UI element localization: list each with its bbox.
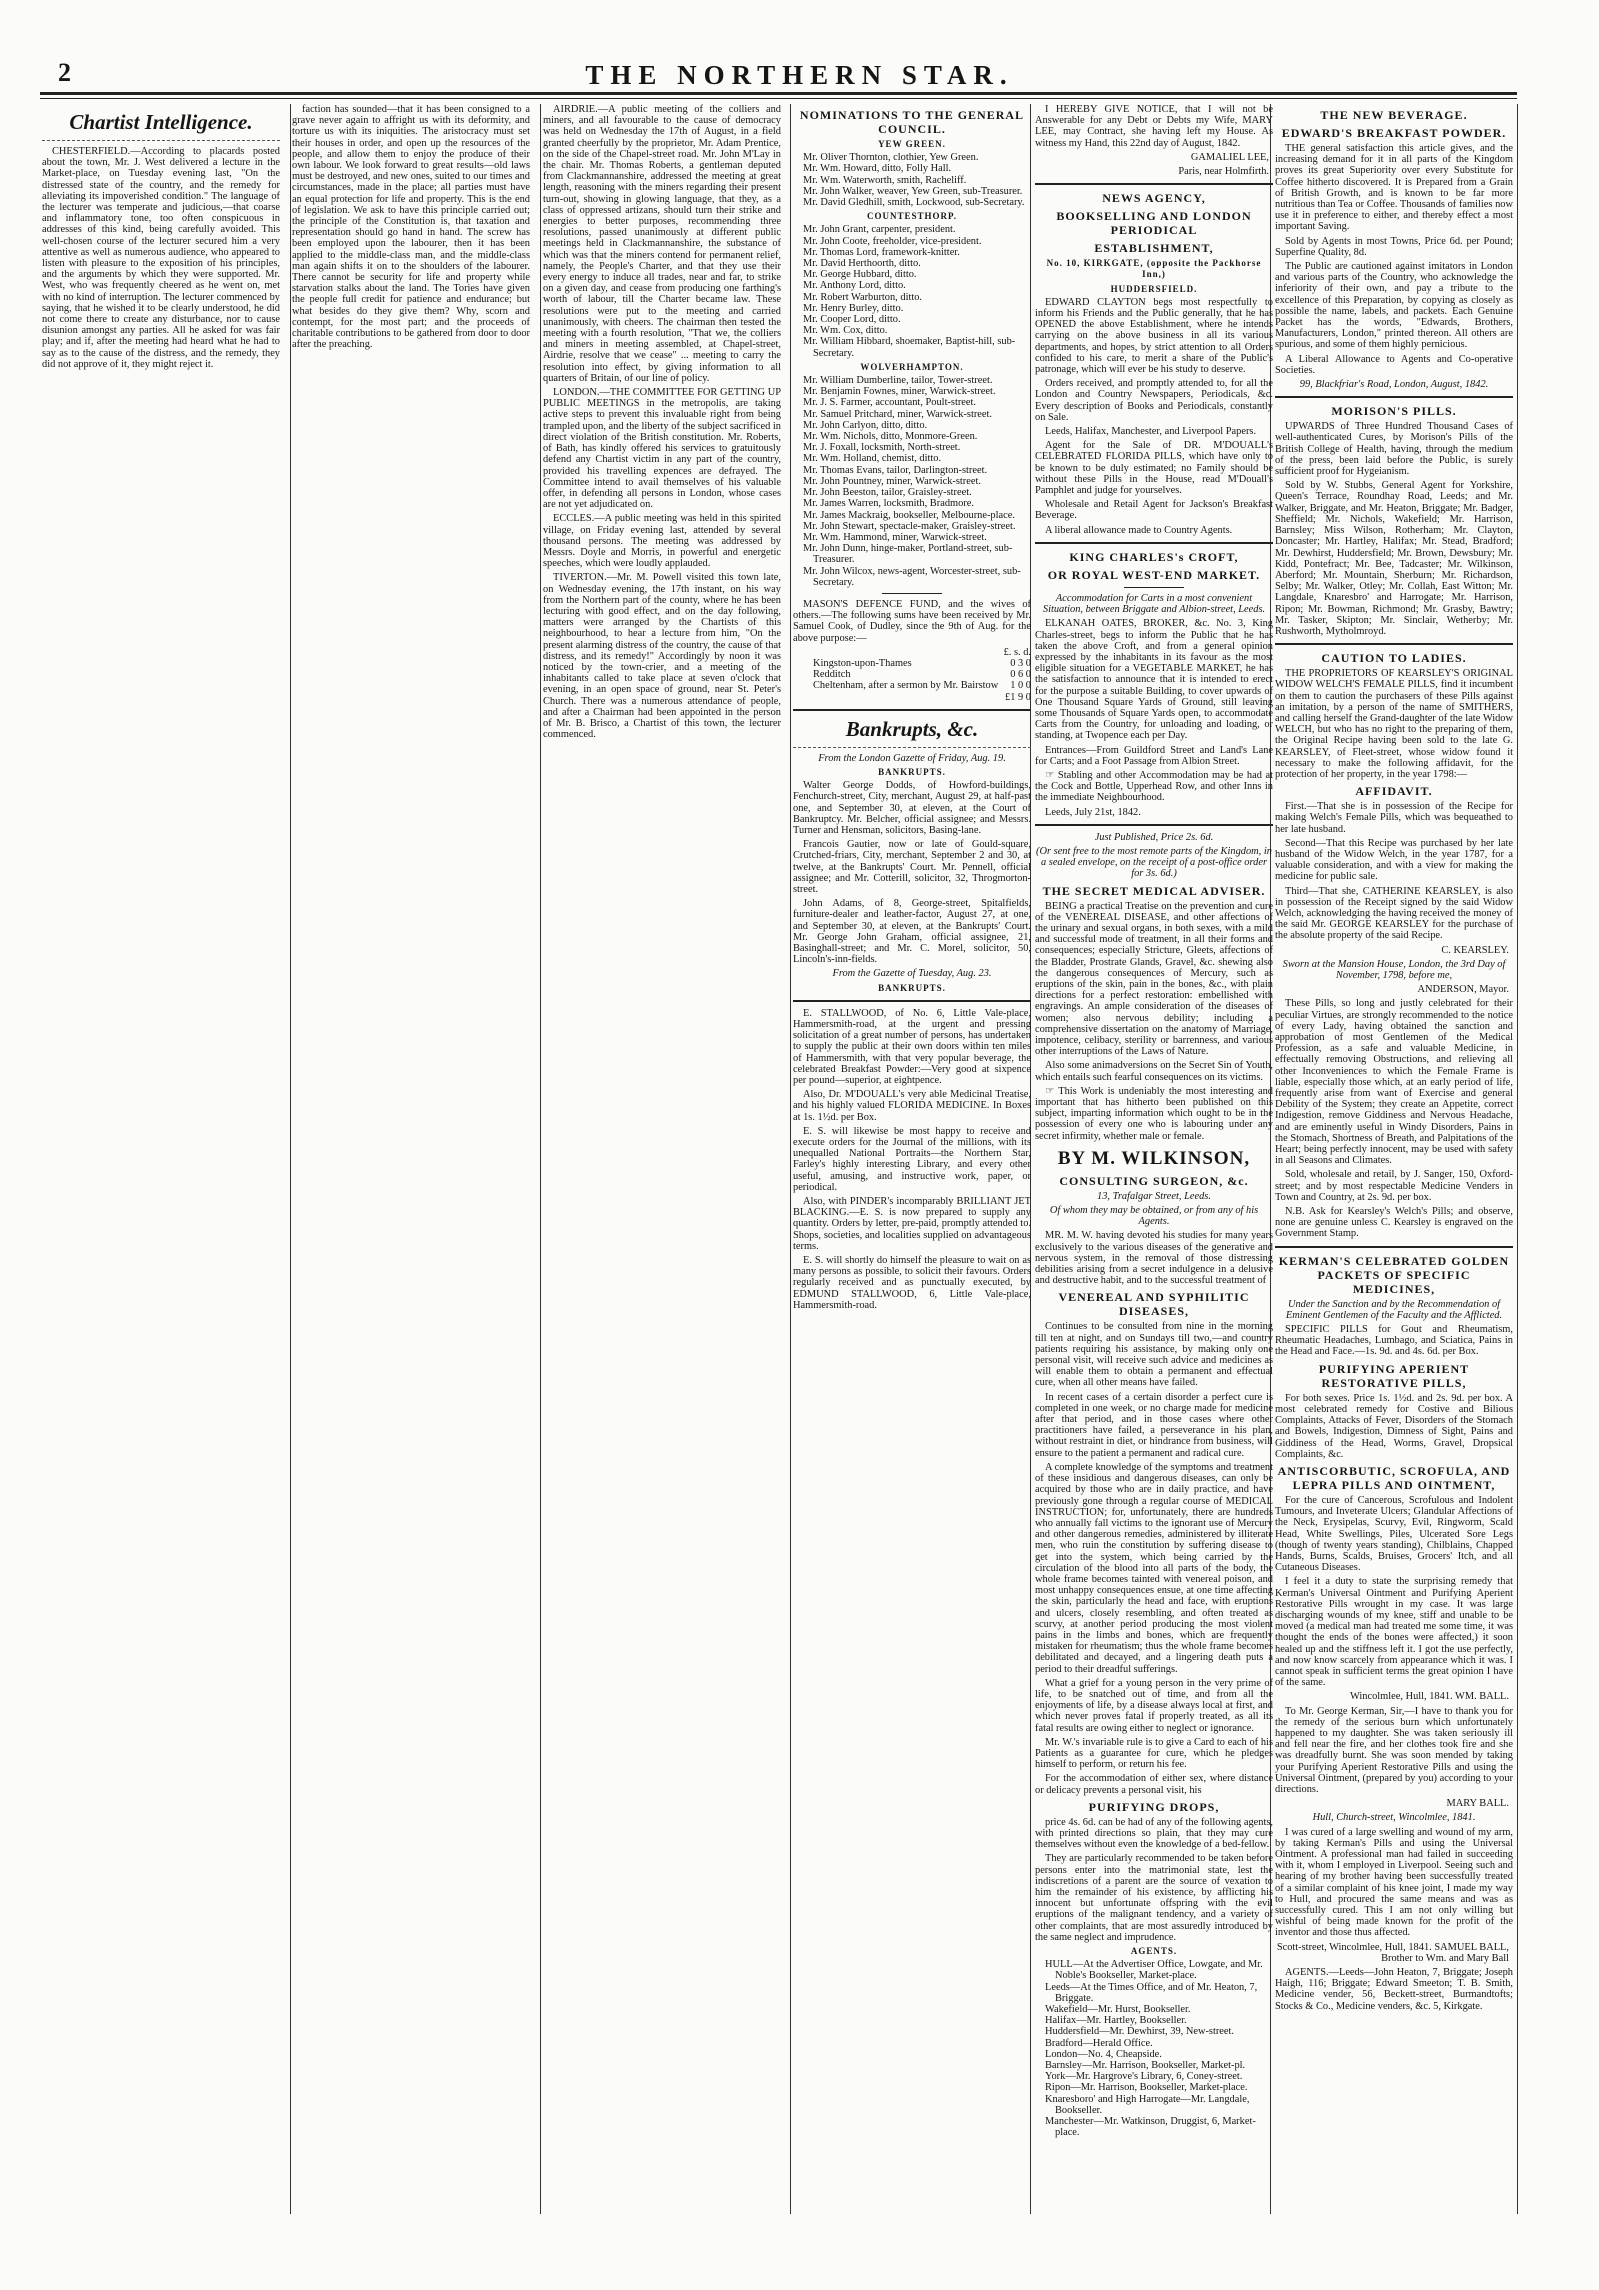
article-paragraph: AGENTS.—Leeds—John Heaton, 7, Briggate; Joseph Haigh, 116; Briggate; Edward Smeeton; T. B. Smith, Medicine vender, 56, Beckett-street, Burmandtofts; Stocks & Co., Medicine venders, &c. 5, Kirkgate. [1275, 1967, 1513, 2012]
fund-amount: 0 3 0 [1010, 657, 1031, 669]
italic-note: Sworn at the Mansion House, London, the 3rd Day of November, 1798, before me, [1282, 958, 1506, 981]
list-item: Halifax—Mr. Hartley, Bookseller. [1045, 2015, 1187, 2027]
fund-row [793, 692, 1031, 703]
article-paragraph: Sold by W. Stubbs, General Agent for Yorkshire, Queen's Terrace, Roundhay Road, Leeds; and Mr. Walker, Briggate, and Mr. Heaton, Briggate; Mr. Badger, Sheffield; Mr. Nichols, Wakefield; Mr. Harrison, Barnsley; Miss Wilson, Rotherham; Mr. Clayton, Doncaster; Mr. Hartley, Halifax; Mr. Stead, Bradford; Mr. Dewhirst, Huddersfield; Mr. Brown, Dewsbury; Mr. Kidd, Pontefract; Mr. Bee, Tadcaster; Mr. Wilkinson, Aberford; Mr. Mountain, Sherburn; Mr. Richardson, Selby; Mr. Walker, Otley; Mr. Collah, East Witton; Mr. Langdale, Knaresbro' and Harrogate; Mr. Harrison, Ripon; Mr. Bowman, Richmond; Mr. Grasby, Bawtry; Mr. Tasker, Skipton; Mr. Sinclair, Wetherby; Mr. Rushworth, Mytholmroyd. [1275, 480, 1513, 637]
article-paragraph: Continues to be consulted from nine in the morning till ten at night, and on Sundays till two,—and country patients requiring his assistance, by making only one personal visit, will receive such advice and medicines as will enable them to obtain a permanent and effectual cure, when all other means have failed. [1035, 1321, 1273, 1389]
section-heading: NEWS AGENCY, [1102, 191, 1206, 206]
divider-rule [1275, 1246, 1513, 1248]
fund-amount: 1 0 0 [1010, 680, 1031, 692]
divider-rule [1035, 824, 1273, 826]
list-item: Mr. John Stewart, spectacle-maker, Graisley-street. [803, 520, 1016, 532]
article-paragraph: For both sexes. Price 1s. 1½d. and 2s. 9d. per box. A most celebrated remedy for Costive and Bilious Complaints, Attacks of Fever, Disorders of the Stomach and Bowels, Indigestion, Dimness of Sight, Pains and Giddiness of the Head, Worms, Gravel, Dropsical Complaints, &c. [1275, 1392, 1513, 1460]
section-heading: AFFIDAVIT. [1355, 784, 1433, 799]
list-item: Mr. Robert Warburton, ditto. [803, 291, 923, 303]
column-6 [1275, 104, 1513, 2214]
divider-rule [1124, 587, 1184, 588]
column-2 [292, 104, 530, 2214]
article-paragraph: They are particularly recommended to be taken before persons enter into the matrimonial state, lest the indiscretions of a parent are the source of vexation to him the remainder of his existence, by afflicting his innocent but unfortunate offspring with the evil eruptions of the malignant tendency, and a variety of other complaints, that are most assuredly introduced by the same neglect and imprudence. [1035, 1853, 1273, 1943]
article-paragraph: John Adams, of 8, George-street, Spitalfields, furniture-dealer and leather-factor, August 27, at one, and September 30, at eleven, at the Bankrupts' Court. Mr. George John Graham, official assignee, 21, Basinghall-street; and Mr. C. Morel, solicitor, 50, Lincoln's-inn-fields. [793, 898, 1031, 966]
italic-note: Under the Sanction and by the Recommendation of Eminent Gentlemen of the Faculty and the Afflicted. [1285, 1298, 1503, 1321]
section-heading: PURIFYING APERIENT RESTORATIVE PILLS, [1318, 1361, 1470, 1390]
article-paragraph: MASON'S DEFENCE FUND, and the wives of others.—The following sums have been received by Mr. Samuel Cook, of Dudley, since the 9th of Aug. for the above purpose:— [793, 598, 1031, 644]
article-paragraph: LONDON.—THE COMMITTEE FOR GETTING UP PUBLIC MEETINGS in the metropolis, are taking active steps to prevent this invaluable right from being trampled upon, and the liberty of the subject sacrificed in direct violation of the British constitution. Mr. Roberts, of Bath, has kindly offered his services to gratuitously defend any Chartist victim in any part of the country, provided his travelling expences are defrayed. The Committee intend to avail themselves of his valuable offer, in defending all persons in London, whose cases are not yet adjudicated on. [543, 387, 781, 511]
list-item: Mr. Wm. Waterworth, smith, Racheliff. [803, 174, 967, 186]
list-item: Bradford—Herald Office. [1045, 2037, 1153, 2049]
article-paragraph: EDWARD CLAYTON begs most respectfully to inform his Friends and the Public generally, that he has OPENED the above Establishment, where he intends carrying on the above business in all its various departments, and hopes, by strict attention to all Orders confided to his care, to merit a share of the Public's patronage, which will ever be his study to deserve. [1035, 296, 1273, 376]
list-item: Mr. Oliver Thornton, clothier, Yew Green. [803, 152, 979, 164]
section-heading: THE SECRET MEDICAL ADVISER. [1042, 883, 1266, 898]
list-item: Mr. John Pountney, miner, Warwick-street. [803, 475, 981, 487]
column-3 [543, 104, 781, 2214]
article-paragraph: Walter George Dodds, of Howford-buildings, Fenchurch-street, City, merchant, August 29, at half-past one, and September 30, at eleven, at the Court of Bankruptcy. Mr. Belcher, official assignee; and Messrs. Turner and Hensman, solicitors, Basing-lane. [793, 780, 1031, 836]
section-heading: KING CHARLES's CROFT, [1069, 549, 1239, 564]
fund-place: Cheltenham, after a sermon by Mr. Bairstow [813, 680, 999, 692]
italic-note: Accommodation for Carts in a most convenient Situation, between Briggate and Albion-street, Leeds. [1042, 592, 1266, 616]
article-paragraph: To Mr. George Kerman, Sir,—I have to thank you for the remedy of the serious burn which unfortunately happened to my daughter. She was taken seriously ill and fell near the fire, and her clothes took fire and she was dreadfully burnt. She was soon mended by taking your Purifying Aperient Restorative Pills and using the Universal Ointment, (prepared by you) according to your directions. [1275, 1705, 1513, 1795]
signature: Paris, near Holmfirth. [1178, 166, 1269, 178]
article-paragraph: ECCLES.—A public meeting was held in this spirited village, on Friday evening last, attended by several thousand persons. The meeting was addressed by Messrs. Doyle and Morris, in powerful and energetic speeches, which were loudly applauded. [543, 513, 781, 570]
subheading: COUNTESTHORP. [867, 211, 957, 222]
article-paragraph: Also some animadversions on the Secret Sin of Youth, which entails such fearful consequences on its victims. [1035, 1060, 1273, 1083]
list-item: Mr. John Beeston, tailor, Graisley-street. [803, 487, 972, 499]
list-item: Mr. John Carlyon, ditto, ditto. [803, 419, 928, 431]
fund-amount: £1 9 0 [1005, 691, 1031, 703]
article-paragraph: E. S. will likewise be most happy to receive and execute orders for the Journal of the millions, with its unequalled National Portraits—the Northern Star, Farley's highly interesting Library, and every other useful, amusing, and instructive work, paper, or periodical. [793, 1125, 1031, 1193]
list-item: Mr. Samuel Pritchard, miner, Warwick-street. [803, 408, 992, 420]
subheading: No. 10, KIRKGATE, (opposite the Packhorse Inn,) [1046, 258, 1262, 280]
article-paragraph: faction has sounded—that it has been consigned to a grave never again to affright us with its deformity, and torture us with its iniquities. The aristocracy must set their houses in order, and open up the resources of the people, and allow them to enjoy the produce of their own labour. We look forward to great results—old laws must be destroyed, and new ones, suited to our times and circumstances, made in the place; all parties must have an equal protection for life and property. This is the end of legislation. We ask to have this principle carried out; the principle of the Constitution is, that taxation and representation should go hand in hand. The screw has been employed upon the labourer, then it has been applied to the middle-class man, and the middle-class man again shifts it on to the shoulders of the labourer. There cannot be security for life and property while starvation stalks about the land. The Tories have given the people full credit for patience and endurance; but what besides do they give them? Why, scorn and contempt, for the most part; and the proceeds of charitable contributions to be gathered from door to door after the preaching. [292, 104, 530, 351]
article-paragraph: ☞ Stabling and other Accommodation may be had at the Cock and Bottle, Upperhead Row, and other Inns in the immediate Neighbourhood. [1035, 769, 1273, 804]
column-divider [1517, 104, 1518, 2214]
signature: ANDERSON, Mayor. [1417, 984, 1509, 996]
list-item: Mr. John Grant, carpenter, president. [803, 224, 956, 236]
section-heading: ESTABLISHMENT, [1094, 241, 1214, 256]
article-paragraph: In recent cases of a certain disorder a perfect cure is completed in one week, or no charge made for medicine after that period, and in those cases where other practitioners have failed, a perseverance in his plan, without restraint in diet, or hindrance from business, will ensure to the patient a permanent and radical cure. [1035, 1391, 1273, 1459]
list-item: Mr. Anthony Lord, ditto. [803, 280, 906, 292]
article-paragraph: CHESTERFIELD.—According to placards posted about the town, Mr. J. West delivered a lecture in the Market-place, on Tuesday evening last, "On the distressed state of the country, and the remedy for alleviating its impoverished condition." The language of the lecturer was temperate and judicious,—that coarse and inflammatory tone, too often conspicuous in addresses of this kind, being carefully avoided. This well-chosen course of the lecturer secured him a very attentive as well as numerous audience, who appeared to listen with pleasure to the exposition of his principles, and the arguments by which they were supported. Mr. West, who was frequently cheered as he went on, met with no kind of interruption. The lecturer commenced by saying, that he wished it to be clearly understood, he did not come there to create any disturbance, nor to cause disunion amongst any parties. All he asked for was fair play; and if, after the meeting had heard what he had to say as to the cause of the distress, and the remedy, they did not approve of it, they might reject it. [42, 146, 280, 370]
article-paragraph: UPWARDS of Three Hundred Thousand Cases of well-authenticated Cures, by Morison's Pills of the British College of Health, having, through the medium of the press, been laid before the Public, is surely sufficient proof for Hygeianism. [1275, 421, 1513, 478]
section-title: Bankrupts, &c. [845, 716, 979, 741]
list-item: Mr. Wm. Howard, ditto, Folly Hall. [803, 163, 952, 175]
list-item: Mr. J. S. Farmer, accountant, Poult-street. [803, 397, 977, 409]
article-paragraph: N.B. Ask for Kearsley's Welch's Pills; and observe, none are genuine unless C. Kearsley is engraved on the Government Stamp. [1275, 1206, 1513, 1240]
column-1 [42, 104, 280, 2214]
list-item: HULL—At the Advertiser Office, Lowgate, and Mr. Noble's Bookseller, Market-place. [1045, 1959, 1263, 1982]
list-item: Mr. George Hubbard, ditto. [803, 269, 917, 281]
section-heading: CONSULTING SURGEON, &c. [1059, 1173, 1249, 1188]
list-item: Mr. John Walker, weaver, Yew Green, sub-Treasurer. [803, 185, 1023, 197]
list-item: Mr. James Mackraig, bookseller, Melbourne-place. [803, 509, 1015, 521]
list-item: Mr. Thomas Evans, tailor, Darlington-street. [803, 464, 988, 476]
article-paragraph: ELKANAH OATES, BROKER, &c. No. 3, King Charles-street, begs to inform the Public that he has taken the above Croft, and from a general opinion expressed by the inhabitants in its favour as the most eligible situation for a VEGETABLE MARKET, he has the satisfaction to announce that it is intended to erect for the purpose a suitable Building, to cover upwards of One Thousand Square Yards of Ground, still leaving some Thousands of Square Yards open, to accommodate Carts from the Country, for unloading and loading, or standing, at Twopence each per Day. [1035, 618, 1273, 742]
article-paragraph: A liberal allowance made to Country Agents. [1045, 524, 1233, 536]
article-paragraph: Second—That this Recipe was purchased by her late husband of the Widow Welch, in the year 1787, for a valuable consideration, and with a view for making the medicine for public sale. [1275, 837, 1513, 883]
list-item: Barnsley—Mr. Harrison, Bookseller, Market-pl. [1045, 2060, 1246, 2072]
masthead-rule [40, 92, 1517, 99]
page-number: 2 [58, 58, 71, 87]
article-paragraph: Francois Gautier, now or late of Gould-square, Crutched-friars, City, merchant, September 2 and 30, at twelve, at the Bankrupts' Court. Mr. Pennell, official assignee; and Mr. Cotterill, solicitor, 32, Throgmorton-street. [793, 839, 1031, 895]
article-paragraph: I feel it a duty to state the surprising remedy that Kerman's Universal Ointment and Purifying Aperient Restorative Pills wrought in my case. It was large discharging wounds of my knee, stiff and unable to be moved (a medical man had treated me some time, it was thought the ends of the bones were affected,) it soon healed up and the stiffness left it. I got the use perfectly, and now know scarcely from appearance which it was. I cannot speak in sufficient terms the great opinion I have of the same. [1275, 1576, 1513, 1689]
subheading: BANKRUPTS. [878, 982, 946, 993]
section-heading: ANTISCORBUTIC, SCROFULA, AND LEPRA PILLS AND OINTMENT, [1277, 1463, 1511, 1492]
article-paragraph: A complete knowledge of the symptoms and treatment of these insidious and dangerous diseases, can only be acquired by those who are in daily practice, and have previously gone through a regular course of MEDICAL INSTRUCTION; for, unfortunately, there are hundreds who annually fall victims to the ignorant use of Mercury and other dangerous remedies, administered by illiterate men, who ruin the constitution by suffering disease to get into the system, which being carried by the circulation of the blood into all parts of the body, the whole frame becomes tainted with venereal poison, and most unhappy consequences ensue, at one time affecting the skin, particularly the head and face, with eruptions and ulcers, closely resembling, and often treated as scurvy, at another period producing the most violent pains in the limbs and bones, which are frequently mistaken for rheumatism; thus the whole frame becomes debilitated and decayed, and a lingering death puts a period to their dreadful sufferings. [1035, 1461, 1273, 1675]
signature: Wincolmlee, Hull, 1841. WM. BALL. [1350, 1691, 1509, 1703]
list-item: Mr. Wm. Hammond, miner, Warwick-street. [803, 531, 987, 543]
article-paragraph: Also, with PINDER's incomparably BRILLIANT JET BLACKING.—E. S. is now prepared to supply any quantity. Orders by letter, pre-paid, promptly attended to. Shops, societies, and localities supplied on advantageous terms. [793, 1196, 1031, 1252]
list-item: Huddersfield—Mr. Dewhirst, 39, New-street. [1045, 2026, 1235, 2038]
fund-place: Redditch [813, 669, 851, 681]
section-heading: PURIFYING DROPS, [1088, 1799, 1220, 1814]
list-item: Mr. Wm. Nichols, ditto, Monmore-Green. [803, 431, 978, 443]
section-heading: NOMINATIONS TO THE GENERAL COUNCIL. [799, 108, 1025, 136]
article-paragraph: What a grief for a young person in the very prime of life, to be snatched out of time, and from all the enjoyments of life, by a disease always local at first, and which never proves fatal if properly treated, as all its fatal results are owing either to neglect or ignorance. [1035, 1677, 1273, 1734]
italic-note: Hull, Church-street, Wincolmlee, 1841. [1312, 1812, 1476, 1824]
list-item: Mr. Henry Burley, ditto. [803, 302, 904, 314]
article-paragraph: ☞ This Work is undeniably the most interesting and important that has hitherto been published on this subject, imparting information which ought to be in the possession of every one who is labouring under any secret infirmity, whether male or female. [1035, 1085, 1273, 1142]
article-paragraph: Mr. W.'s invariable rule is to give a Card to each of his Patients as a guarantee for cure, which he pledges himself to perform, or return his fee. [1035, 1736, 1273, 1771]
list-item: Mr. John Coote, freeholder, vice-president. [803, 235, 982, 247]
column-divider [540, 104, 541, 2214]
article-paragraph: I was cured of a large swelling and wound of my arm, by taking Kerman's Pills and using the Universal Ointment. A professional man had failed in succeeding with it, whom I employed in Liverpool. Seeing such and hearing of my brother having been successfully treated of a similar complaint of his knee joint, I made my way to Hull, and procured the same means and was as successfully cured. This I am not only willing but wishful of being made known for the profit of the inventor and those thus affected. [1275, 1826, 1513, 1939]
subheading: HUDDERSFIELD. [1110, 283, 1198, 294]
article-paragraph: Sold, wholesale and retail, by J. Sanger, 150, Oxford-street; and by most respectable Medicine Venders in Town and Country, at 2s. 9d. per box. [1275, 1169, 1513, 1203]
article-paragraph: First.—That she is in possession of the Recipe for making Welch's Female Pills, which was bequeathed to her late husband. [1275, 801, 1513, 835]
section-heading: THE NEW BEVERAGE. [1320, 108, 1468, 122]
subheading: BANKRUPTS. [878, 766, 946, 777]
italic-note: Of whom they may be obtained, or from any of his Agents. [1049, 1205, 1259, 1228]
section-heading: CAUTION TO LADIES. [1321, 651, 1467, 666]
signature: C. KEARSLEY. [1441, 944, 1509, 956]
article-paragraph: TIVERTON.—Mr. M. Powell visited this town late, on Wednesday evening, the 17th instant, on his way from the Northern part of the county, where he has been lecturing with good effect, and on the day following, matters were arranged by the Chartists of this neighbourhood, to hear a lecture from him, "On the present alarming distress of the country, the cause of that distress, and its remedy!" Accordingly by noon it was noticed by the town-crier, and a meeting of the inhabitants called to take place at seven o'clock that evening, in an open space of ground, near St. Peter's Church. There was a numerous attendance of people, and after a Chairman had been appointed in the person of Mr. B. Brisco, a Chartist of this town, the lecturer commenced. [543, 572, 781, 741]
list-item: Mr. William Dumberline, tailor, Tower-street. [803, 375, 993, 387]
article-paragraph: I HEREBY GIVE NOTICE, that I will not be Answerable for any Debt or Debts my Wife, MARY LEE, may Contract, she having left my House. As witness my Hand, this 22nd day of August, 1842. [1035, 104, 1273, 149]
list-item: Wakefield—Mr. Hurst, Bookseller. [1045, 2004, 1191, 2016]
divider-rule [1275, 643, 1513, 645]
fund-amount: £. s. d. [1003, 646, 1031, 658]
section-title: Chartist Intelligence. [69, 110, 253, 134]
list-item: Mr. John Dunn, hinge-maker, Portland-street, sub-Treasurer. [803, 543, 1013, 566]
list-item: Mr. James Warren, locksmith, Bradmore. [803, 498, 974, 510]
fund-amount: 0 6 0 [1010, 669, 1031, 681]
divider-rule [1275, 396, 1513, 398]
article-paragraph: Agent for the Sale of DR. M'DOUALL's CELEBRATED FLORIDA PILLS, which have only to be known to be duly estimated; no Family should be without these Pills in the House, read M'Douall's Pamphlet and judge for yourselves. [1035, 440, 1273, 497]
list-item: Knaresboro' and High Harrogate—Mr. Langdale, Bookseller. [1045, 2093, 1250, 2116]
section-heading: KERMAN'S CELEBRATED GOLDEN PACKETS OF SPECIFIC MEDICINES, [1278, 1253, 1510, 1296]
article-paragraph: Sold by Agents in most Towns, Price 6d. per Pound; Superfine Quality, 8d. [1275, 235, 1513, 258]
list-item: Ripon—Mr. Harrison, Bookseller, Market-place. [1045, 2082, 1248, 2094]
column-divider [790, 104, 791, 2214]
fund-row [793, 669, 1031, 680]
divider-rule [882, 593, 942, 594]
article-paragraph: For the cure of Cancerous, Scrofulous and Indolent Tumours, and Inveterate Ulcers; Glandular Affections of the Neck, Erysipelas, Scurvy, Evil, Ringworm, Scald Head, White Swellings, Piles, Ulcerated Sore Legs (though of twenty years standing), Chilblains, Chapped Hands, Burns, Scalds, Bruises, Grocers' Itch, and all Cutaneous Diseases. [1275, 1494, 1513, 1574]
article-paragraph: SPECIFIC PILLS for Gout and Rheumatism, Rheumatic Headaches, Lumbago, and Sciatica, Pains in the Head and Face.—1s. 9d. and 4s. 6d. per Box. [1275, 1324, 1513, 1358]
article-paragraph: MR. M. W. having devoted his studies for many years exclusively to the various diseases of the generative and nervous system, in the removal of those distressing debilities arising from a secret indulgence in a delusive and destructive habit, and to the successful treatment of [1035, 1230, 1273, 1287]
article-paragraph: These Pills, so long and justly celebrated for their peculiar Virtues, are strongly recommended to the notice of every Lady, having obtained the sanction and approbation of most Gentlemen of the Medical Profession, as a safe and valuable Medicine, in effectually removing Obstructions, and relieving all other Inconveniences to which the Female Frame is liable, especially those which, at an early period of life, frequently arise from want of Exercise and general Debility of the System; they create an Appetite, correct Indigestion, remove Giddiness and Nervous Headache, and are eminently useful in Windy Disorders, Pains in the Stomach, Shortness of Breath, and Palpitations of the Heart; being perfectly innocent, may be used with safety in all Seasons and Climates. [1275, 998, 1513, 1167]
signature: MARY BALL. [1446, 1798, 1509, 1810]
column-5 [1035, 104, 1273, 2214]
subheading: YEW GREEN. [878, 139, 946, 149]
advert-heading: BY M. WILKINSON, [1057, 1147, 1251, 1169]
list-item: Mr. David Gledhill, smith, Lockwood, sub-Secretary. [803, 197, 1025, 209]
list-item: York—Mr. Hargrove's Library, 6, Coney-street. [1045, 2071, 1243, 2083]
italic-note: 13, Trafalgar Street, Leeds. [1097, 1190, 1211, 1202]
list-item: Mr. Thomas Lord, framework-knitter. [803, 246, 960, 258]
section-heading: OR ROYAL WEST-END MARKET. [1047, 567, 1261, 582]
italic-note: 99, Blackfriar's Road, London, August, 1842. [1299, 379, 1489, 391]
fund-row [793, 647, 1031, 658]
list-item: Mr. Cooper Lord, ditto. [803, 314, 901, 326]
fund-row [793, 680, 1031, 691]
article-paragraph: THE general satisfaction this article gives, and the increasing demand for it in all parts of the Kingdom proves its great Superiority over every Substitute for Coffee hitherto discovered. It is Prepared from a Grain of British Growth, and is known to be far more nutritious than Tea or Coffee. Thousands of families now use it in preference to either, and thereby effect a most important Saving. [1275, 143, 1513, 233]
article-paragraph: For the accommodation of either sex, where distance or delicacy prevents a personal visit, his [1035, 1773, 1273, 1796]
list-item: Mr. J. Foxall, locksmith, North-street. [803, 442, 961, 454]
article-paragraph: Leeds, Halifax, Manchester, and Liverpool Papers. [1045, 426, 1257, 438]
italic-note: Just Published, Price 2s. 6d. [1094, 831, 1214, 843]
article-paragraph: Third—That she, CATHERINE KEARSLEY, is also in possession of the Receipt signed by the said Widow Welch, acknowledging the having received the money of the said Mr. GEORGE KEARSLEY for the purchase of the absolute property of the said Recipe. [1275, 885, 1513, 942]
article-paragraph: E. S. will shortly do himself the pleasure to wait on as many persons as possible, to solicit their favours. Orders regularly received and as punctually executed, by EDMUND STALLWOOD, 6, Little Vale-place, Hammersmith-road. [793, 1255, 1031, 1311]
article-paragraph: Orders received, and promptly attended to, for all the London and Country Newspapers, Periodicals, &c. Every description of Books and Periodicals, constantly on Sale. [1035, 378, 1273, 423]
subheading: AGENTS. [1130, 1946, 1178, 1957]
divider-rule [793, 709, 1031, 711]
list-item: Mr. Benjamin Fownes, miner, Warwick-street. [803, 386, 996, 398]
article-paragraph: The Public are cautioned against imitators in London and various parts of the Country, who acknowledge the inferiority of their own, and pay a tribute to the excellence of this Preparation, by copying as closely as possible the name, labels, and packets. Each Genuine Packet has the words, "Edwards, Brothers, Manufacturers, London," printed thereon. All others are spurious, and some of them highly pernicious. [1275, 261, 1513, 351]
column-4 [793, 104, 1031, 2214]
list-item: London—No. 4, Cheapside. [1045, 2048, 1162, 2060]
divider-rule [1035, 183, 1273, 185]
fund-row [793, 658, 1031, 669]
subheading: WOLVERHAMPTON. [860, 361, 964, 372]
article-paragraph: AIRDRIE.—A public meeting of the colliers and miners, and all favourable to the cause of democracy was held on Wednesday the 17th of August, in a field granted cheerfully by the proprietor, Mr. Adam Prentice, on the side of the Chapel-street road. Mr. John M'Lay in the chair. Mr. Thomas Roberts, a gentleman deputed from Clackmannanshire, addressed the meeting at great length, reasoning with the miners regarding their present turn-out, showing in glowing language, that they, as a class of oppressed artizans, should turn their strike and energies to better purposes, recommending three resolutions, passed unanimously at different public meetings held in Clackmannanshire, the substance of which was that the miners contend for permanent relief, namely, the People's Charter, and that they use their every energy to induce all trades, near and far, to strike on a given day, and cease from producing one farthing's worth of labour, till the Charter became law. These resolutions were put to the meeting and carried unanimously, with cheers. The chairman then tested the meeting with a fourth resolution, "That we, the colliers and miners in meeting assembled, at Chapel-street, Airdrie, resolve that we cease" ... meeting to carry the resolution into effect, by giving information to all quarters of Britain, of our line of policy. [543, 104, 781, 384]
list-item: Leeds—At the Times Office, and of Mr. Heaton, 7, Briggate. [1045, 1981, 1258, 2004]
masthead-title: THE NORTHERN STAR. [585, 60, 1014, 90]
list-item: Mr. David Herthoorth, ditto. [803, 258, 921, 270]
section-heading: BOOKSELLING AND LONDON PERIODICAL [1056, 209, 1252, 238]
article-paragraph: BEING a practical Treatise on the prevention and cure of the VENEREAL DISEASE, and other affections of the urinary and sexual organs, in both sexes, with a mild and successful mode of treatment, in all their forms and consequences; especially Stricture, Gleets, affections of the Bladder, Prostrate Glands, Gravel, &c. shewing also the dangerous consequences of Mercury, such as eruptions of the skin, pain in the bones, &c., with plain directions for a perfect restoration: embellished with engravings. An ample consideration of the diseases of women; also nervous debility; including a comprehensive dissertation on the anatomy of Marriage, impotence, celibacy, sterility or barrenness, and various other interruptions of the Laws of Nature. [1035, 900, 1273, 1058]
italic-note: From the Gazette of Tuesday, Aug. 23. [832, 968, 992, 980]
divider-rule [1035, 542, 1273, 544]
article-paragraph: THE PROPRIETORS OF KEARSLEY'S ORIGINAL WIDOW WELCH'S FEMALE PILLS, find it incumbent on them to caution the purchasers of these Pills against an imitation, by a person of the name of SMITHERS, and calling herself the Grand-daughter of the late Widow WELCH, but who has no right to the preparing of them, the Original Recipe having been sold to the late G. KEARSLEY, of Fleet-street, whose widow found it necessary to make the following affidavit, for the protection of her property, in the year 1798:— [1275, 668, 1513, 780]
article-paragraph: E. STALLWOOD, of No. 6, Little Vale-place, Hammersmith-road, at the urgent and pressing solicitation of a great number of persons, has undertaken to supply the public at their own doors within ten miles of Hammersmith, with that very popular beverage, the celebrated Breakfast Powder:—Very good at sixpence per pound—superior, at eightpence. [793, 1007, 1031, 1087]
list-item: Mr. John Wilcox, news-agent, Worcester-street, sub-Secretary. [803, 565, 1021, 588]
list-item: Mr. Wm. Holland, chemist, ditto. [803, 453, 942, 465]
column-divider [290, 104, 291, 2214]
section-heading: EDWARD'S BREAKFAST POWDER. [1281, 126, 1507, 140]
article-paragraph: Entrances—From Guildford Street and Land's Lane for Carts; and a Foot Passage from Albion Street. [1035, 744, 1273, 767]
section-heading: MORISON'S PILLS. [1331, 404, 1457, 419]
divider-rule [793, 1000, 1031, 1002]
signature: GAMALIEL LEE, [1190, 151, 1269, 163]
list-item: Mr. William Hibbard, shoemaker, Baptist-hill, sub-Secretary. [803, 336, 1016, 359]
article-paragraph: Also, Dr. M'DOUALL's very able Medicinal Treatise, and his highly valued FLORIDA MEDICINE. In Boxes at 1s. 1½d. per Box. [793, 1089, 1031, 1123]
article-paragraph: price 4s. 6d. can be had of any of the following agents, with printed directions so plain, that they may cure themselves without even the knowledge of a bed-fellow. [1035, 1816, 1273, 1851]
article-paragraph: Leeds, July 21st, 1842. [1045, 806, 1141, 818]
article-paragraph: A Liberal Allowance to Agents and Co-operative Societies. [1275, 353, 1513, 376]
divider-rule [42, 140, 280, 141]
list-item: Mr. Wm. Cox, ditto. [803, 325, 888, 337]
italic-note: (Or sent free to the most remote parts of the Kingdom, in a sealed envelope, on the receipt of a post-office order for 3s. 6d.) [1036, 845, 1272, 880]
signature: Scott-street, Wincolmlee, Hull, 1841. SAMUEL BALL, Brother to Wm. and Mary Ball [1276, 1941, 1509, 1964]
list-item: Manchester—Mr. Watkinson, Druggist, 6, Market-place. [1045, 2116, 1256, 2139]
section-heading: VENEREAL AND SYPHILITIC DISEASES, [1058, 1290, 1250, 1319]
fund-place: Kingston-upon-Thames [813, 657, 912, 669]
article-paragraph: Wholesale and Retail Agent for Jackson's Breakfast Beverage. [1035, 499, 1273, 522]
italic-note: From the London Gazette of Friday, Aug. 19. [818, 752, 1006, 764]
divider-rule [793, 747, 1031, 748]
